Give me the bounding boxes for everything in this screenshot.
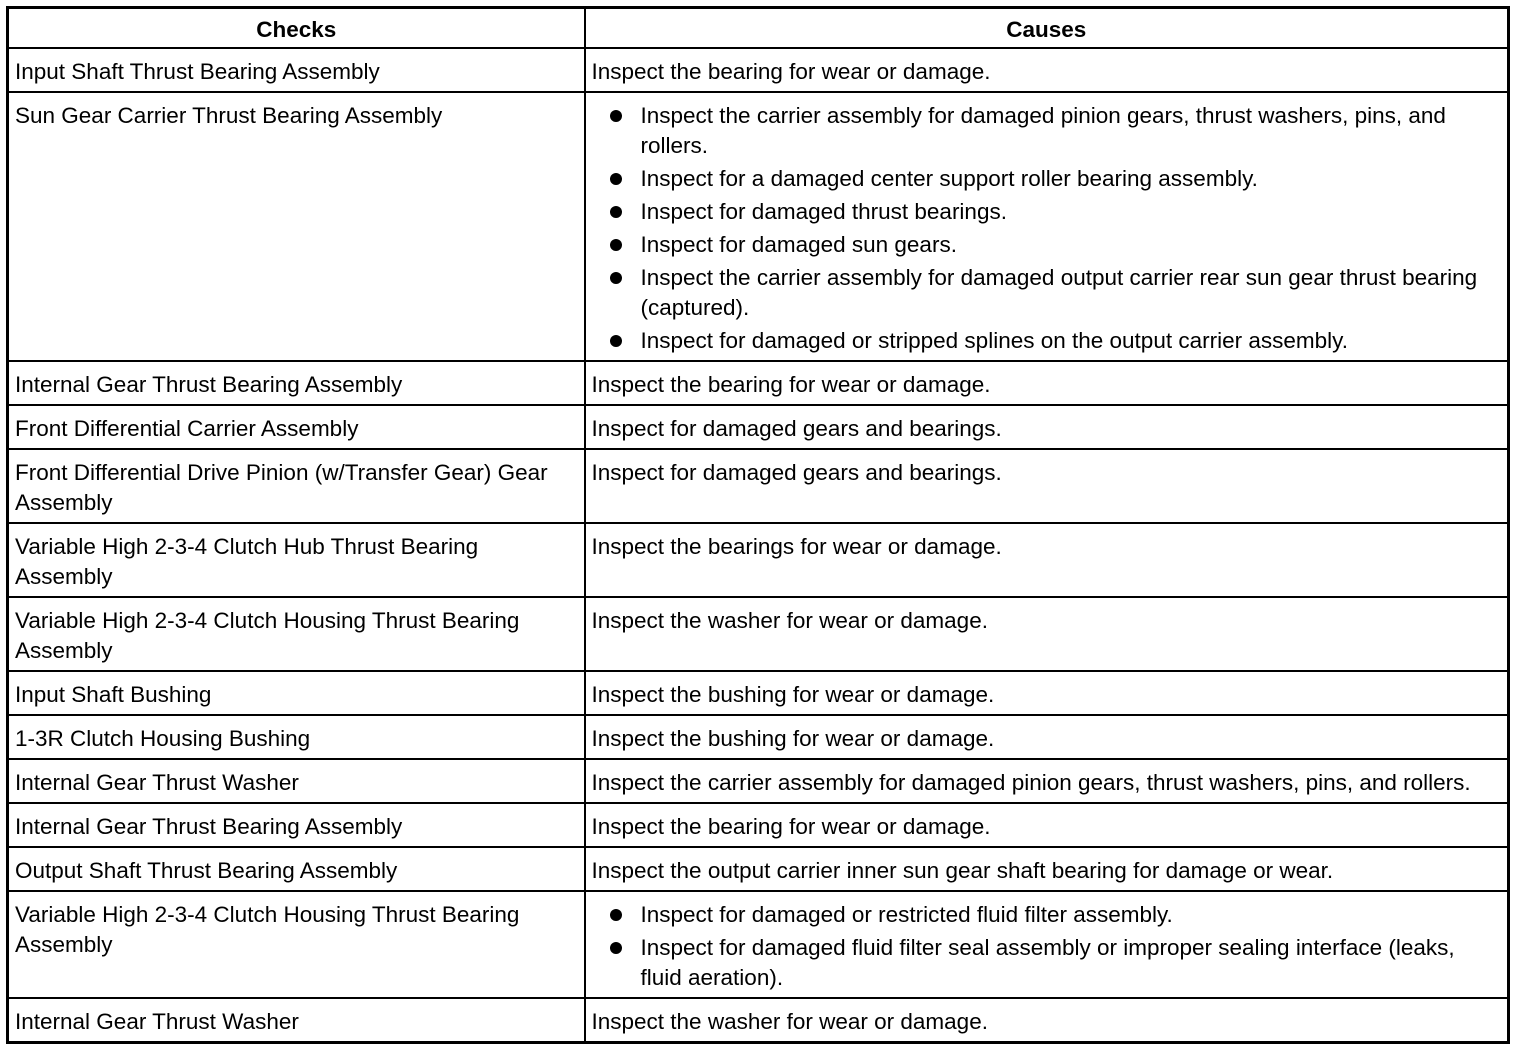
causes-cell: Inspect the bearing for wear or damage. bbox=[585, 361, 1509, 405]
cause-item: Inspect for a damaged center support roller bearing assembly. bbox=[592, 164, 1502, 194]
table-row bbox=[8, 361, 1509, 405]
causes-list bbox=[592, 900, 1502, 993]
cause-item: Inspect for damaged or stripped splines on the output carrier assembly. bbox=[592, 326, 1502, 356]
table-row bbox=[8, 48, 1509, 92]
check-cell: Internal Gear Thrust Bearing Assembly bbox=[8, 361, 585, 405]
table-row bbox=[8, 405, 1509, 449]
cause-item: Inspect for damaged or restricted fluid filter assembly. bbox=[592, 900, 1502, 930]
check-cell: Variable High 2-3-4 Clutch Housing Thrust Bearing Assembly bbox=[8, 597, 585, 671]
causes-cell: Inspect the washer for wear or damage. bbox=[585, 597, 1509, 671]
causes-cell: Inspect for damaged gears and bearings. bbox=[585, 405, 1509, 449]
check-cell: Front Differential Drive Pinion (w/Transfer Gear) Gear Assembly bbox=[8, 449, 585, 523]
check-cell: Output Shaft Thrust Bearing Assembly bbox=[8, 847, 585, 891]
causes-cell bbox=[585, 891, 1509, 998]
causes-cell bbox=[585, 92, 1509, 361]
checks-causes-table bbox=[6, 6, 1510, 1044]
table-row bbox=[8, 671, 1509, 715]
table-body bbox=[8, 48, 1509, 1043]
header-causes: Causes bbox=[585, 8, 1509, 48]
table-row bbox=[8, 759, 1509, 803]
causes-cell: Inspect the bearing for wear or damage. bbox=[585, 48, 1509, 92]
header-checks: Checks bbox=[8, 8, 585, 48]
table-row bbox=[8, 803, 1509, 847]
check-cell: 1-3R Clutch Housing Bushing bbox=[8, 715, 585, 759]
causes-cell: Inspect the carrier assembly for damaged pinion gears, thrust washers, pins, and rollers. bbox=[585, 759, 1509, 803]
causes-cell: Inspect the washer for wear or damage. bbox=[585, 998, 1509, 1043]
table-row bbox=[8, 998, 1509, 1043]
table-header-row bbox=[8, 8, 1509, 48]
cause-item: Inspect for damaged thrust bearings. bbox=[592, 197, 1502, 227]
check-cell: Input Shaft Thrust Bearing Assembly bbox=[8, 48, 585, 92]
cause-item: Inspect the carrier assembly for damaged pinion gears, thrust washers, pins, and rollers. bbox=[592, 101, 1502, 161]
cause-item: Inspect for damaged sun gears. bbox=[592, 230, 1502, 260]
check-cell: Input Shaft Bushing bbox=[8, 671, 585, 715]
causes-cell: Inspect for damaged gears and bearings. bbox=[585, 449, 1509, 523]
table-row bbox=[8, 715, 1509, 759]
table-row bbox=[8, 92, 1509, 361]
table-row bbox=[8, 891, 1509, 998]
table-row bbox=[8, 847, 1509, 891]
check-cell: Internal Gear Thrust Washer bbox=[8, 998, 585, 1043]
causes-cell: Inspect the bearings for wear or damage. bbox=[585, 523, 1509, 597]
causes-cell: Inspect the bushing for wear or damage. bbox=[585, 715, 1509, 759]
table-row bbox=[8, 449, 1509, 523]
causes-cell: Inspect the bearing for wear or damage. bbox=[585, 803, 1509, 847]
table-row bbox=[8, 597, 1509, 671]
check-cell: Internal Gear Thrust Washer bbox=[8, 759, 585, 803]
check-cell: Variable High 2-3-4 Clutch Hub Thrust Bearing Assembly bbox=[8, 523, 585, 597]
document-page bbox=[6, 6, 1507, 1044]
check-cell: Internal Gear Thrust Bearing Assembly bbox=[8, 803, 585, 847]
cause-item: Inspect the carrier assembly for damaged output carrier rear sun gear thrust bearing (captured). bbox=[592, 263, 1502, 323]
cause-item: Inspect for damaged fluid filter seal assembly or improper sealing interface (leaks, fluid aeration). bbox=[592, 933, 1502, 993]
causes-cell: Inspect the output carrier inner sun gear shaft bearing for damage or wear. bbox=[585, 847, 1509, 891]
causes-cell: Inspect the bushing for wear or damage. bbox=[585, 671, 1509, 715]
check-cell: Variable High 2-3-4 Clutch Housing Thrust Bearing Assembly bbox=[8, 891, 585, 998]
check-cell: Front Differential Carrier Assembly bbox=[8, 405, 585, 449]
causes-list bbox=[592, 101, 1502, 356]
check-cell: Sun Gear Carrier Thrust Bearing Assembly bbox=[8, 92, 585, 361]
table-row bbox=[8, 523, 1509, 597]
